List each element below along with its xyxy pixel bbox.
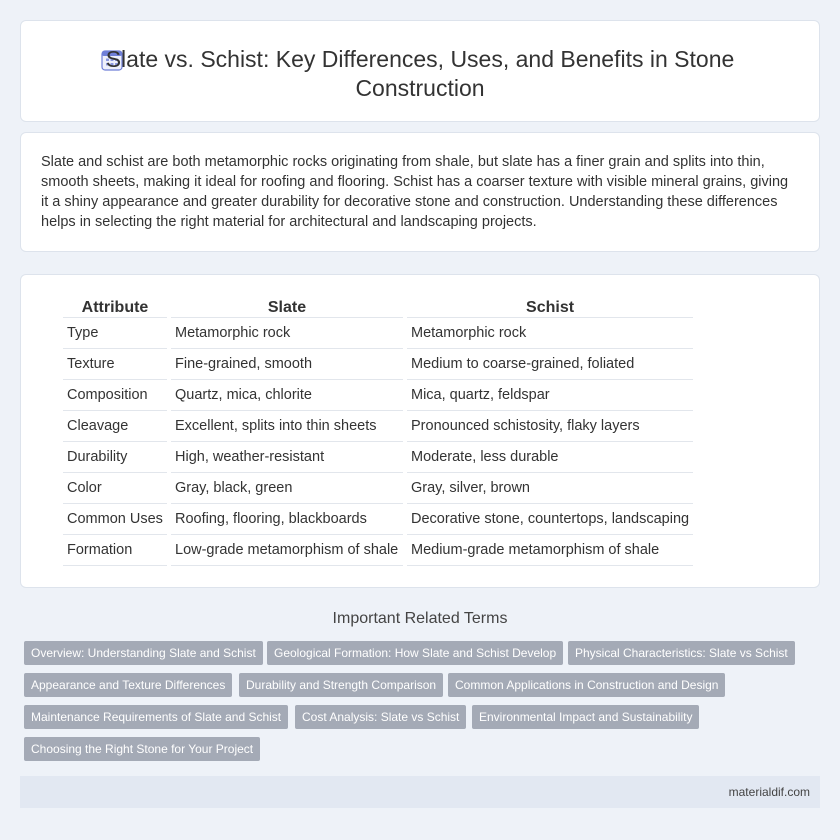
table-row (63, 318, 693, 349)
table-row (63, 504, 693, 535)
header-schist: Schist (407, 297, 693, 318)
cell-slate: Excellent, splits into thin sheets (171, 411, 403, 442)
intro-card (20, 132, 820, 252)
cell-attribute: Color (63, 473, 167, 504)
related-tag[interactable]: Common Applications in Construction and Design (448, 673, 725, 697)
table-row (63, 380, 693, 411)
cell-attribute: Formation (63, 535, 167, 566)
cell-schist: Medium-grade metamorphism of shale (407, 535, 693, 566)
table-header-row (63, 297, 693, 318)
cell-schist: Decorative stone, countertops, landscaping (407, 504, 693, 535)
intro-paragraph: Slate and schist are both metamorphic rocks originating from shale, but slate has a finer grain and splits into thin, smooth sheets, making it ideal for roofing and flooring. Schist has a coarser texture with visible mineral grains, giving it a shiny appearance and greater durability for decorative stone and construction. Understanding these differences helps in selecting the right material for architectural and landscaping projects. (41, 154, 789, 230)
cell-slate: Fine-grained, smooth (171, 349, 403, 380)
related-terms-heading: Important Related Terms (332, 610, 508, 627)
related-tag[interactable]: Maintenance Requirements of Slate and Schist (24, 705, 288, 729)
cell-schist: Gray, silver, brown (407, 473, 693, 504)
header-attribute: Attribute (63, 297, 167, 318)
cell-slate: Gray, black, green (171, 473, 403, 504)
page-title: Slate vs. Schist: Key Differences, Uses, and Benefits in Stone Construction (105, 46, 735, 101)
footer-bar (20, 776, 820, 808)
cell-attribute: Cleavage (63, 411, 167, 442)
related-tag[interactable]: Geological Formation: How Slate and Schist Develop (267, 641, 563, 665)
cell-attribute: Texture (63, 349, 167, 380)
related-tag[interactable]: Environmental Impact and Sustainability (472, 705, 699, 729)
table-row (63, 442, 693, 473)
comparison-card (20, 274, 820, 588)
related-tag[interactable]: Choosing the Right Stone for Your Project (24, 737, 260, 761)
cell-schist: Metamorphic rock (407, 318, 693, 349)
related-tag[interactable]: Cost Analysis: Slate vs Schist (295, 705, 466, 729)
table-row (63, 535, 693, 566)
cell-schist: Pronounced schistosity, flaky layers (407, 411, 693, 442)
cell-attribute: Composition (63, 380, 167, 411)
cell-slate: Low-grade metamorphism of shale (171, 535, 403, 566)
cell-slate: High, weather-resistant (171, 442, 403, 473)
header-slate: Slate (171, 297, 403, 318)
cell-attribute: Common Uses (63, 504, 167, 535)
cell-attribute: Durability (63, 442, 167, 473)
comparison-table (59, 297, 697, 566)
cell-schist: Moderate, less durable (407, 442, 693, 473)
related-tag[interactable]: Physical Characteristics: Slate vs Schist (568, 641, 795, 665)
title-card (20, 20, 820, 122)
table-row (63, 411, 693, 442)
related-tag[interactable]: Overview: Understanding Slate and Schist (24, 641, 263, 665)
cell-schist: Mica, quartz, feldspar (407, 380, 693, 411)
table-row (63, 349, 693, 380)
cell-attribute: Type (63, 318, 167, 349)
related-tag[interactable]: Durability and Strength Comparison (239, 673, 443, 697)
cell-slate: Roofing, flooring, blackboards (171, 504, 403, 535)
table-row (63, 473, 693, 504)
related-tag[interactable]: Appearance and Texture Differences (24, 673, 232, 697)
cell-schist: Medium to coarse-grained, foliated (407, 349, 693, 380)
cell-slate: Metamorphic rock (171, 318, 403, 349)
cell-slate: Quartz, mica, chlorite (171, 380, 403, 411)
footer-site-link[interactable]: materialdif.com (728, 785, 810, 799)
